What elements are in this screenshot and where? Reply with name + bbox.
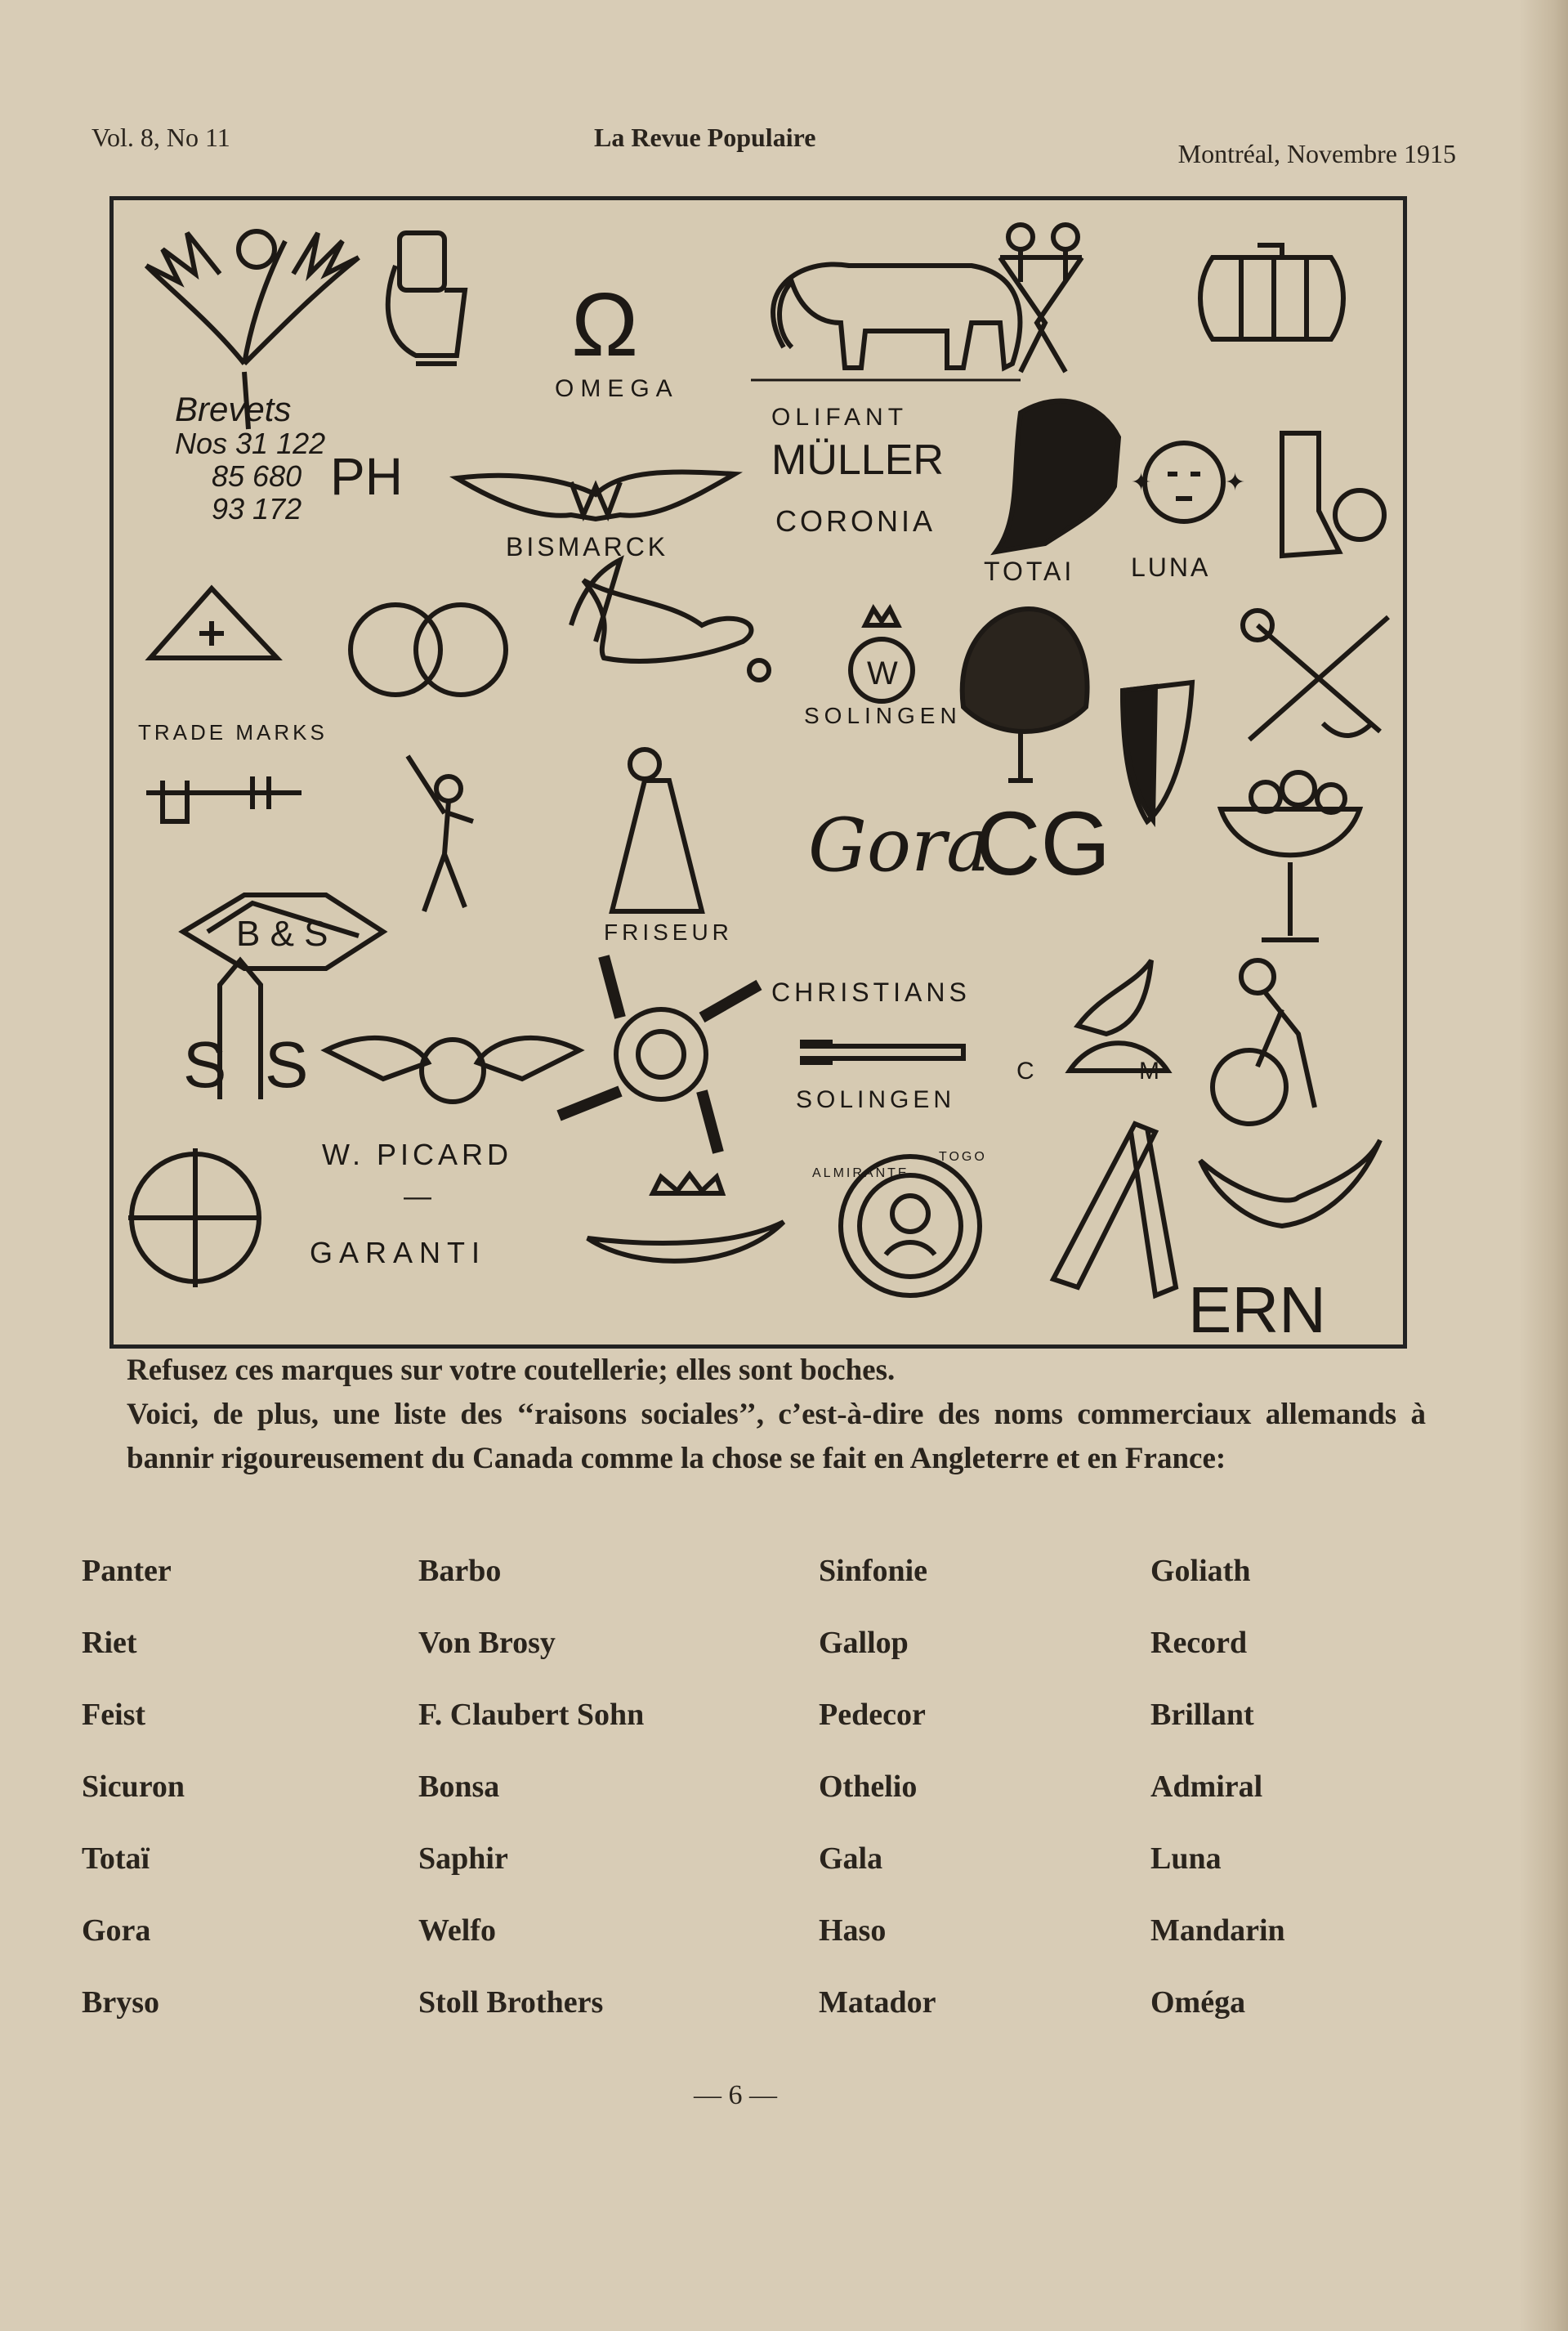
- mermaid-mark: [571, 560, 769, 680]
- list-item: Oméga: [1150, 1985, 1246, 2020]
- cg-monogram: CG: [976, 794, 1110, 894]
- list-item: Stoll Brothers: [418, 1985, 604, 2020]
- list-item: Sicuron: [82, 1770, 185, 1804]
- list-item: Saphir: [418, 1841, 508, 1876]
- man-barrel-mark: [1213, 960, 1315, 1124]
- list-item: Barbo: [418, 1554, 502, 1588]
- list-item: Gala: [819, 1841, 883, 1876]
- scimitar-crown-mark: [587, 1174, 784, 1261]
- list-item: F. Claubert Sohn: [418, 1698, 645, 1732]
- caption-paragraph-2: Voici, de plus, une liste des ‘‘raisons sociales’’, c’est-à-dire des noms commerciaux allemands à bannir rigoureusement du Canada comme la chose se fait en Angleterre et en France:: [127, 1398, 1426, 1475]
- solingen-label-1: SOLINGEN: [804, 703, 962, 728]
- running-header: [92, 123, 1456, 172]
- picard-dash: —: [404, 1181, 431, 1212]
- header-title: La Revue Populaire: [594, 123, 816, 152]
- list-item: Bryso: [82, 1985, 159, 2020]
- friseur-label: FRISEUR: [604, 919, 733, 945]
- list-item: Pedecor: [819, 1698, 926, 1732]
- boot-ball-mark: [1282, 433, 1384, 556]
- svg-text:S: S: [265, 1028, 309, 1101]
- muller-label: MÜLLER: [771, 436, 944, 484]
- list-item: Welfo: [418, 1913, 496, 1948]
- togo-label: TOGO: [939, 1150, 987, 1164]
- trademark-illustrations: [114, 200, 1403, 1344]
- almirante-label: ALMIRANTE: [812, 1166, 909, 1180]
- juggler-figure-mark: [408, 756, 473, 911]
- peacock-mark: [963, 609, 1088, 781]
- razor-mark: [1053, 1124, 1176, 1295]
- w-picard-label: W. PICARD: [322, 1138, 513, 1171]
- winged-wheel-mark: [326, 1038, 579, 1102]
- header-date: Montréal, Novembre 1915: [1177, 139, 1456, 168]
- anchor-crossed-key-mark: [1243, 611, 1388, 740]
- s-arrow-s-mark: [183, 960, 308, 1101]
- coronia-label: CORONIA: [775, 504, 936, 538]
- list-item: Panter: [82, 1554, 172, 1588]
- svg-text:✦: ✦: [1131, 469, 1152, 496]
- shield-mark: [1123, 682, 1192, 821]
- luna-sun-mark: [1131, 443, 1245, 521]
- gora-script: Gora: [808, 803, 990, 888]
- elephant-mark: [751, 264, 1021, 380]
- names-column-3: [819, 1553, 1129, 2056]
- svg-text:W: W: [867, 655, 898, 691]
- list-item: Record: [1150, 1626, 1248, 1660]
- list-item: Goliath: [1150, 1554, 1251, 1588]
- garanti-label: GARANTI: [310, 1236, 487, 1269]
- list-item: Totaï: [82, 1841, 150, 1876]
- triangle-cross-mark: [150, 588, 277, 658]
- caption-text: [127, 1349, 1426, 1481]
- woman-figure-mark: [612, 749, 702, 911]
- list-item: Sinfonie: [819, 1554, 928, 1588]
- trade-names-list: [82, 1553, 1405, 2060]
- brevets-no-1: Nos 31 122: [175, 427, 326, 460]
- winged-m-mark: [457, 472, 735, 519]
- solingen-label-2: SOLINGEN: [796, 1086, 956, 1113]
- list-item: Brillant: [1150, 1698, 1254, 1732]
- brevets-label: Brevets: [175, 390, 292, 428]
- bs-diamond-mark: [183, 895, 383, 969]
- fruit-bowl-mark: [1221, 772, 1360, 940]
- c-letter: C: [1016, 1058, 1034, 1085]
- omega-symbol: Ω: [571, 275, 639, 375]
- ern-label: ERN: [1188, 1273, 1326, 1344]
- key-mark: [146, 776, 302, 821]
- list-item: Feist: [82, 1698, 146, 1732]
- list-item: Luna: [1150, 1841, 1222, 1876]
- list-item: Matador: [819, 1985, 936, 2020]
- list-item: Von Brosy: [418, 1626, 556, 1660]
- list-item: Gallop: [819, 1626, 909, 1660]
- christians-label: CHRISTIANS: [771, 978, 971, 1007]
- compass-circle-mark: [128, 1148, 261, 1287]
- brevets-no-2: 85 680: [212, 459, 302, 493]
- list-item: Mandarin: [1150, 1913, 1285, 1948]
- page-fold-shadow: [1519, 0, 1568, 2331]
- bismarck-label: BISMARCK: [506, 532, 669, 561]
- svg-text:S: S: [183, 1028, 227, 1101]
- trade-marks-label: TRADE MARKS: [138, 720, 328, 745]
- crowned-w-mark: [851, 609, 913, 701]
- stick-figures-mark: [1000, 225, 1082, 372]
- names-column-1: [82, 1553, 392, 2056]
- list-item: Othelio: [819, 1770, 918, 1804]
- olifant-label: OLIFANT: [771, 404, 909, 431]
- header-volume: Vol. 8, No 11: [92, 123, 230, 152]
- page-number: — 6 —: [694, 2080, 777, 2110]
- pinwheel-arrows-mark: [559, 956, 759, 1152]
- bird-on-hill-mark: [1070, 960, 1168, 1071]
- list-item: Bonsa: [418, 1770, 500, 1804]
- list-item: Admiral: [1150, 1770, 1263, 1804]
- list-item: Riet: [82, 1626, 137, 1660]
- list-item: Haso: [819, 1913, 887, 1948]
- svg-text:✦: ✦: [1225, 469, 1246, 496]
- totai-head-mark: [996, 401, 1119, 552]
- list-item: Gora: [82, 1913, 151, 1948]
- svg-text:B & S: B & S: [236, 914, 328, 954]
- interlocked-rings-mark: [351, 605, 506, 695]
- trademark-plate: [109, 196, 1407, 1349]
- names-column-4: [1150, 1553, 1461, 2056]
- brevets-no-3: 93 172: [212, 492, 302, 526]
- ph-mark: PH: [330, 447, 403, 506]
- luna-label: LUNA: [1131, 553, 1211, 582]
- hand-cup-mark: [388, 233, 465, 364]
- omega-label: OMEGA: [555, 375, 679, 402]
- caption-paragraph-1: Refusez ces marques sur votre coutellerie; elles sont boches.: [127, 1353, 896, 1387]
- fork-mark: [800, 1042, 963, 1063]
- names-column-2: [418, 1553, 729, 2056]
- totai-label: TOTAI: [984, 557, 1075, 586]
- barrel-mark: [1200, 245, 1343, 339]
- m-letter: M: [1139, 1058, 1159, 1085]
- eagle-mark: [1200, 1140, 1380, 1226]
